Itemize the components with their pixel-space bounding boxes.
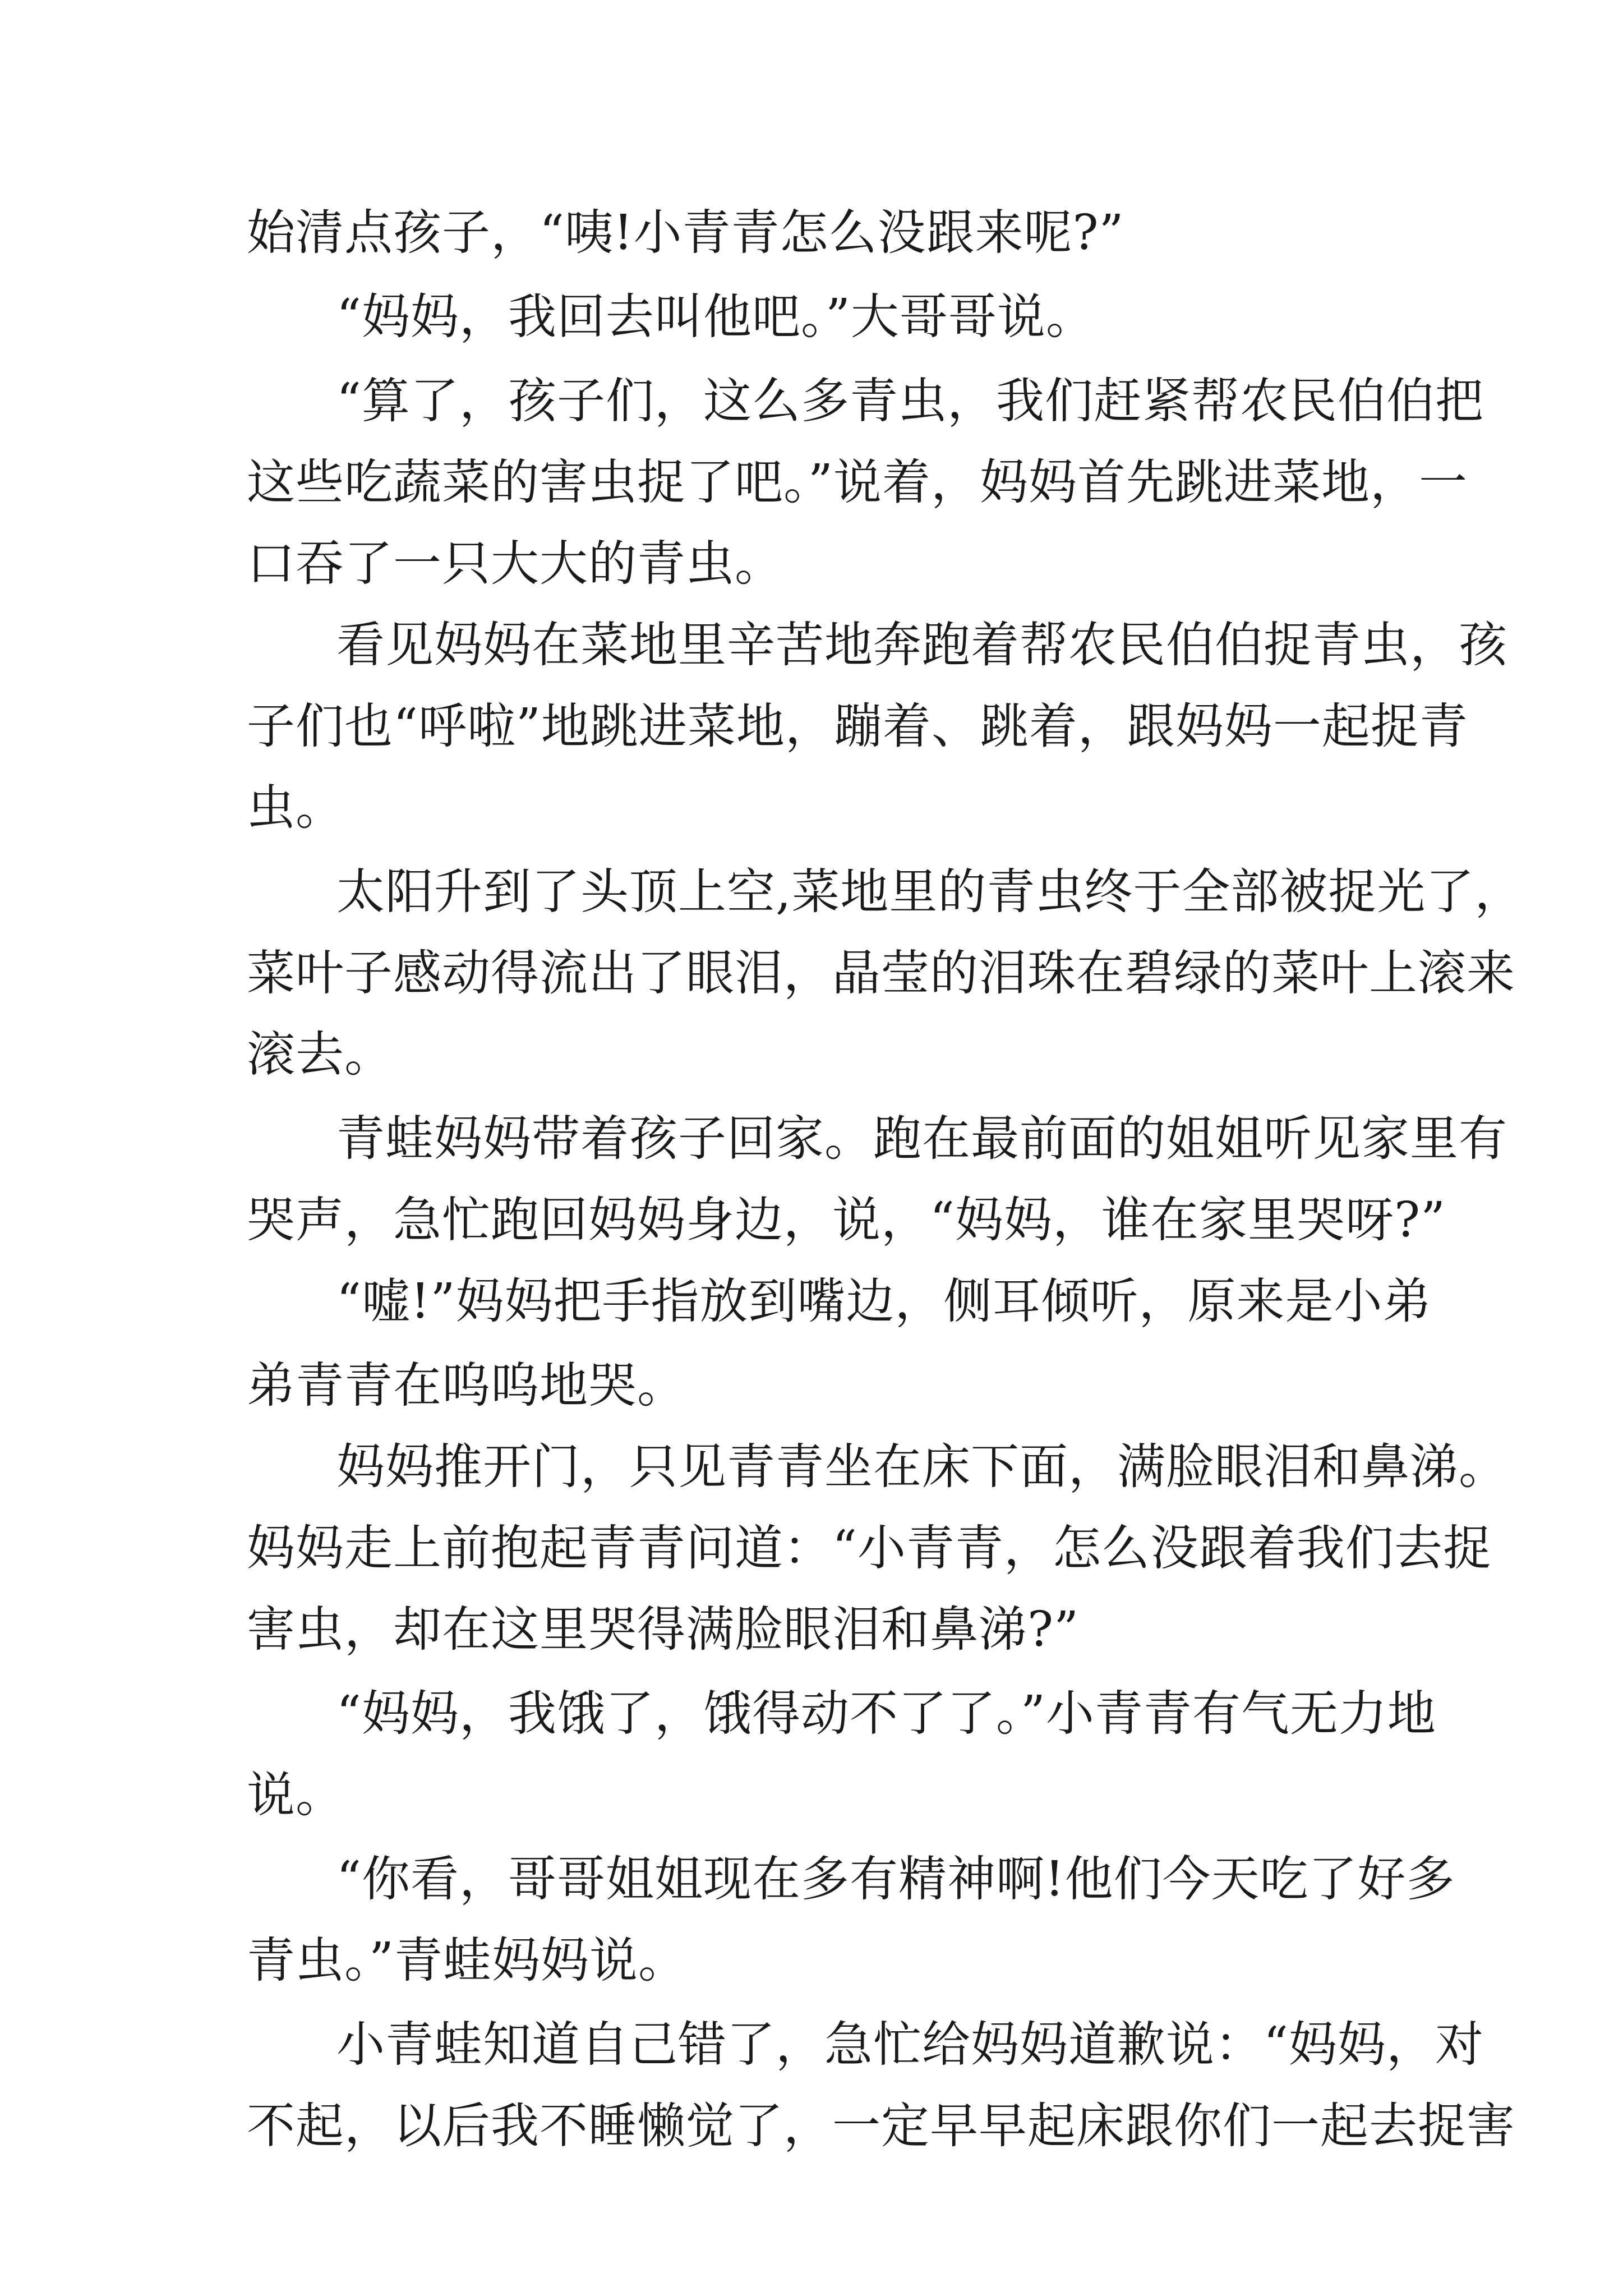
text-line: 始清点孩子，“咦!小青青怎么没跟来呢?” — [247, 205, 1124, 261]
text-line: 说。 — [247, 1767, 344, 1823]
text-line: 子们也“呼啦”地跳进菜地，蹦着、跳着，跟妈妈一起捉青 — [247, 698, 1468, 754]
text-line: 口吞了一只大大的青虫。 — [247, 536, 783, 592]
text-line: 害虫，却在这里哭得满脸眼泪和鼻涕?” — [247, 1602, 1080, 1658]
text-line: 这些吃蔬菜的害虫捉了吧。”说着，妈妈首先跳进菜地，一 — [247, 454, 1468, 510]
text-line: 小青蛙知道自己错了，急忙给妈妈道歉说：“妈妈，对 — [336, 2017, 1484, 2073]
text-line: 菜叶子感动得流出了眼泪，晶莹的泪珠在碧绿的菜叶上滚来 — [247, 945, 1515, 1001]
text-line: 青蛙妈妈带着孩子回家。跑在最前面的姐姐听见家里有 — [336, 1111, 1507, 1167]
text-line: “嘘!”妈妈把手指放到嘴边，侧耳倾听，原来是小弟 — [336, 1273, 1432, 1329]
text-line: “你看，哥哥姐姐现在多有精神啊!他们今天吃了好多 — [336, 1851, 1455, 1907]
text-line: 虫。 — [247, 780, 344, 836]
text-line: 滚去。 — [247, 1027, 393, 1083]
text-line: 青虫。”青蛙妈妈说。 — [247, 1932, 687, 1989]
text-line: 妈妈推开门，只见青青坐在床下面，满脸眼泪和鼻涕。 — [336, 1439, 1507, 1495]
text-line: 不起，以后我不睡懒觉了，一定早早起床跟你们一起去捉害 — [247, 2098, 1515, 2154]
text-line: 弟青青在呜呜地哭。 — [247, 1358, 686, 1414]
text-line: 哭声，急忙跑回妈妈身边，说，“妈妈，谁在家里哭呀?” — [247, 1192, 1446, 1248]
text-line: “妈妈，我回去叫他吧。”大哥哥说。 — [336, 289, 1095, 345]
text-line: 看见妈妈在菜地里辛苦地奔跑着帮农民伯伯捉青虫，孩 — [336, 617, 1507, 673]
text-line: “妈妈，我饿了，饿得动不了了。”小青青有气无力地 — [336, 1686, 1436, 1742]
text-line: “算了，孩子们，这么多青虫，我们赶紧帮农民伯伯把 — [336, 373, 1484, 429]
text-line: 太阳升到了头顶上空,菜地里的青虫终于全部被捉光了， — [336, 864, 1524, 920]
text-line: 妈妈走上前抱起青青问道：“小青青，怎么没跟着我们去捉 — [247, 1520, 1492, 1576]
